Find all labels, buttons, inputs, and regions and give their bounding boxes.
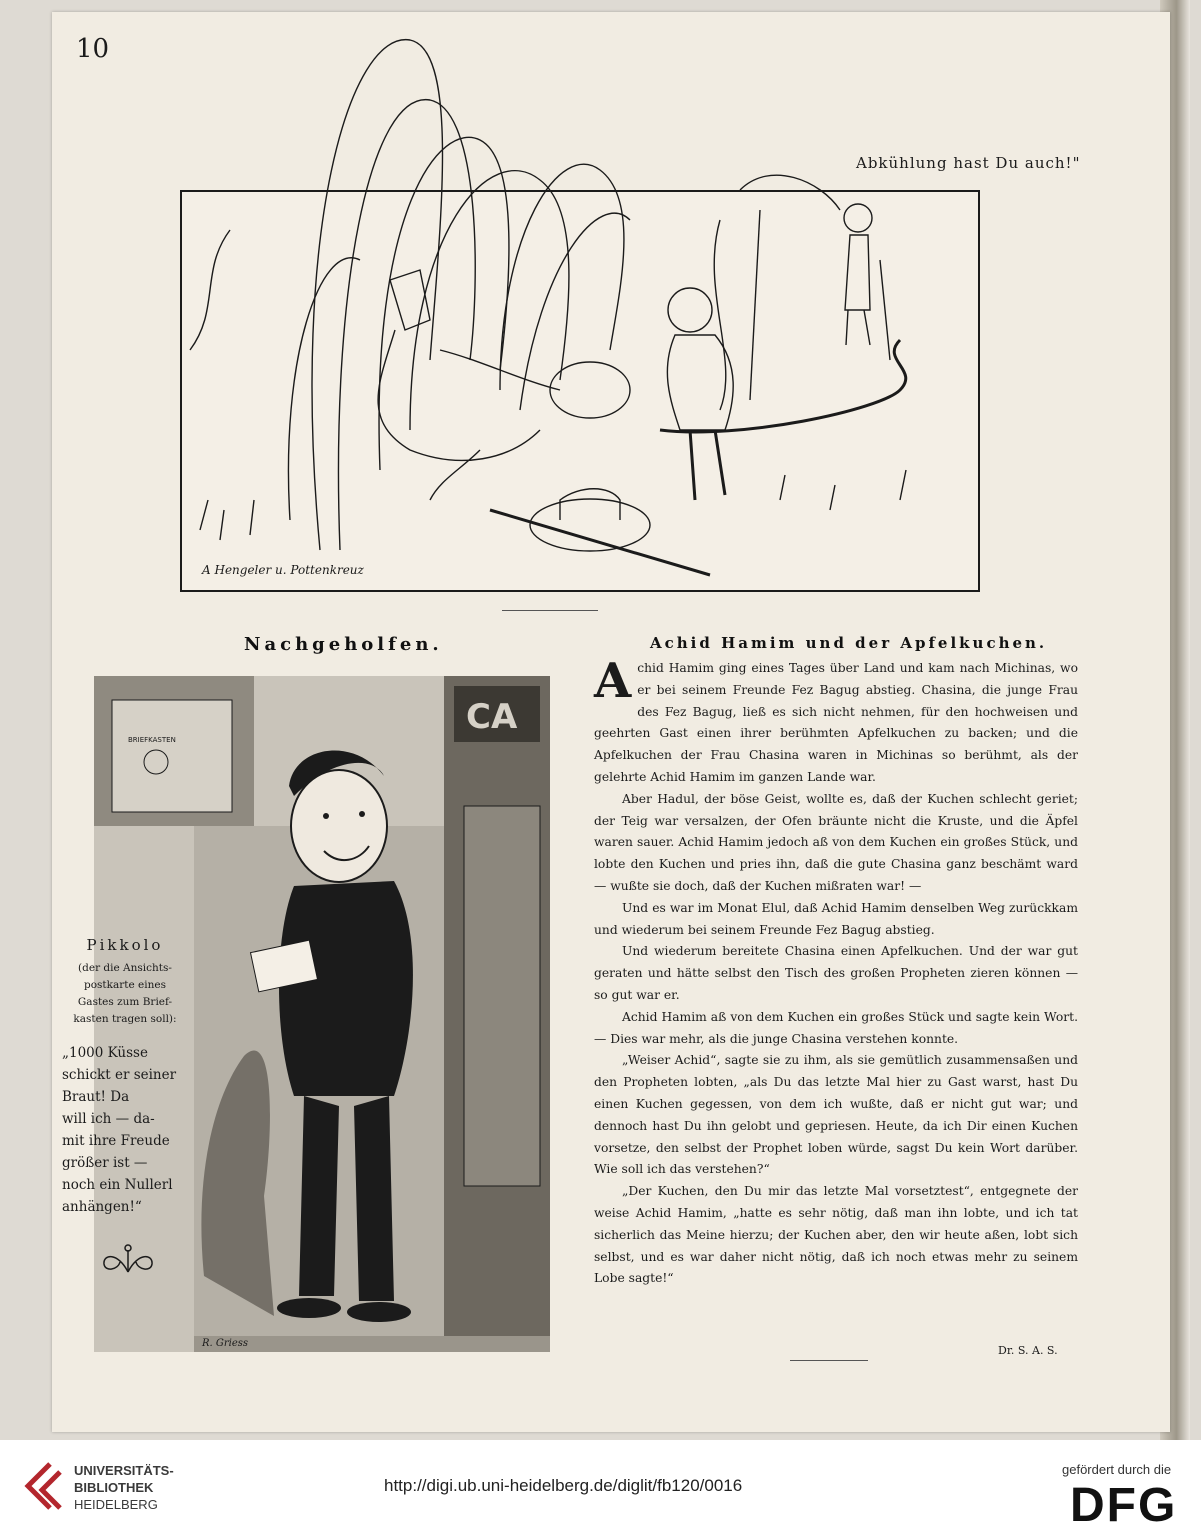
fountain-illustration [180,30,1081,592]
subtitle-line: (der die Ansichts- [78,962,172,974]
piccolo-caption [60,936,190,1028]
piccolo-signature: R. Griess [202,1338,249,1349]
poem-line: anhängen!“ [62,1199,142,1215]
story-paragraph: Und es war im Monat Elul, daß Achid Hamim denselben Weg zurückkam und wiederum bei seinem Freunde Fez Bagug abstieg. [594,900,1078,937]
story-body [594,653,1078,1290]
story-paragraph: „Weiser Achid“, sagte sie zu ihm, als sie gemütlich zusammensaßen und den Propheten lobten, „als Du das letzte Mal hier zu Gast warst, hast Du einen Kuchen gegessen, von dem ich wußte, daß er nicht gut war; und dennoch hast Du ihn gelobt und gepriesen. Heute, da ich Dir einen Kuchen vorsetze, den selbst der Prophet loben würde, sagst Du kein Wort darüber. Wie soll ich das verstehen?“ [594,1053,1078,1177]
piccolo-title: Pikkolo [86,936,164,954]
library-logo-icon [20,1460,64,1512]
library-name: UNIVERSITÄTS- BIBLIOTHEK HEIDELBERG [74,1463,174,1512]
fountain-drawing [180,30,980,592]
poem-line: Braut! Da [62,1089,130,1105]
poem-line: noch ein Nullerl [62,1177,173,1193]
illustration-signature: A Hengeler u. Pottenkreuz [202,563,364,577]
mailbox-label: BRIEFKASTEN [128,736,176,744]
permalink-url[interactable]: http://digi.ub.uni-heidelberg.de/diglit/fb120/0016 [384,1476,743,1495]
story-title: Achid Hamim und der Apfelkuchen. [650,634,1048,652]
story-paragraph: „Der Kuchen, den Du mir das letzte Mal vorsetztest“, entgegnete der weise Achid Hamim, „hatte es sehr nötig, daß man ihn lobte, und ich tat sicherlich das Meine hierzu; der Kuchen aber, den wir heute aßen, lobt sich selbst, und es war daher nicht nötig, daß ich noch etwas mehr zu seinem Lobe sagte!“ [594,1184,1078,1286]
piccolo-poem [62,1042,184,1218]
subtitle-line: postkarte eines [83,979,166,991]
illustration-caption: Abkühlung hast Du auch!" [856,154,1081,172]
page-number: 10 [76,34,110,64]
piccolo-subtitle [60,960,190,1028]
flourish-ornament-icon [98,1242,158,1278]
story-author: Dr. S. A. S. [998,1344,1058,1357]
library-footer [0,1440,1201,1538]
poem-line: will ich — da- [62,1111,155,1127]
subtitle-line: kasten tragen soll): [73,1013,177,1025]
story-paragraph: Achid Hamim ging eines Tages über Land und kam nach Michinas, wo er bei seinem Freunde Fez Bagug abstieg. Chasina, die junge Frau des Fez Bagug, ließ es sich nicht nehmen, für den hochweisen und geehrten Gast einen ihrer berühmten Apfelkuchen zu backen; und die Apfelkuchen der Frau Chasina waren in Michinas so berühmt, als der gelehrte Achid Hamim im ganzen Lande war. [594,653,1078,784]
left-article-title: Nachgeholfen. [244,634,443,655]
funded-by-label: gefördert durch die [1062,1462,1172,1477]
story-paragraph: Achid Hamim aß von dem Kuchen ein großes Stück und sagte kein Wort. — Dies war mehr, als die junge Chasina verstehen konnte. [594,1009,1078,1046]
poem-line: mit ihre Freude [62,1133,170,1149]
divider-rule [502,610,598,611]
end-rule [790,1360,868,1361]
subtitle-line: Gastes zum Brief- [77,996,173,1008]
poem-line: größer ist — [62,1155,148,1171]
drop-cap: A [594,653,632,709]
shop-sign-letters: CA [466,697,518,737]
story-paragraph: Und wiederum bereitete Chasina einen Apfelkuchen. Und der war gut geraten und hätte selbst den Tisch des großen Propheten zieren können — so gut war er. [594,944,1078,1002]
poem-line: schickt er seiner [62,1067,177,1083]
poem-line: „1000 Küsse [62,1045,148,1061]
story-paragraph: Aber Hadul, der böse Geist, wollte es, daß der Kuchen schlecht geriet; der Teig war versalzen, der Ofen bräunte nicht die Kruste, und die Äpfel waren sauer. Achid Hamim jedoch aß von dem Kuchen ein großes Stück, und lobte den Kuchen und pries ihn, daß die gute Chasina ganz beschämt ward — wußte sie doch, daß der Kuchen mißraten war! — [594,791,1078,893]
dfg-logo: DFG [1070,1479,1178,1532]
